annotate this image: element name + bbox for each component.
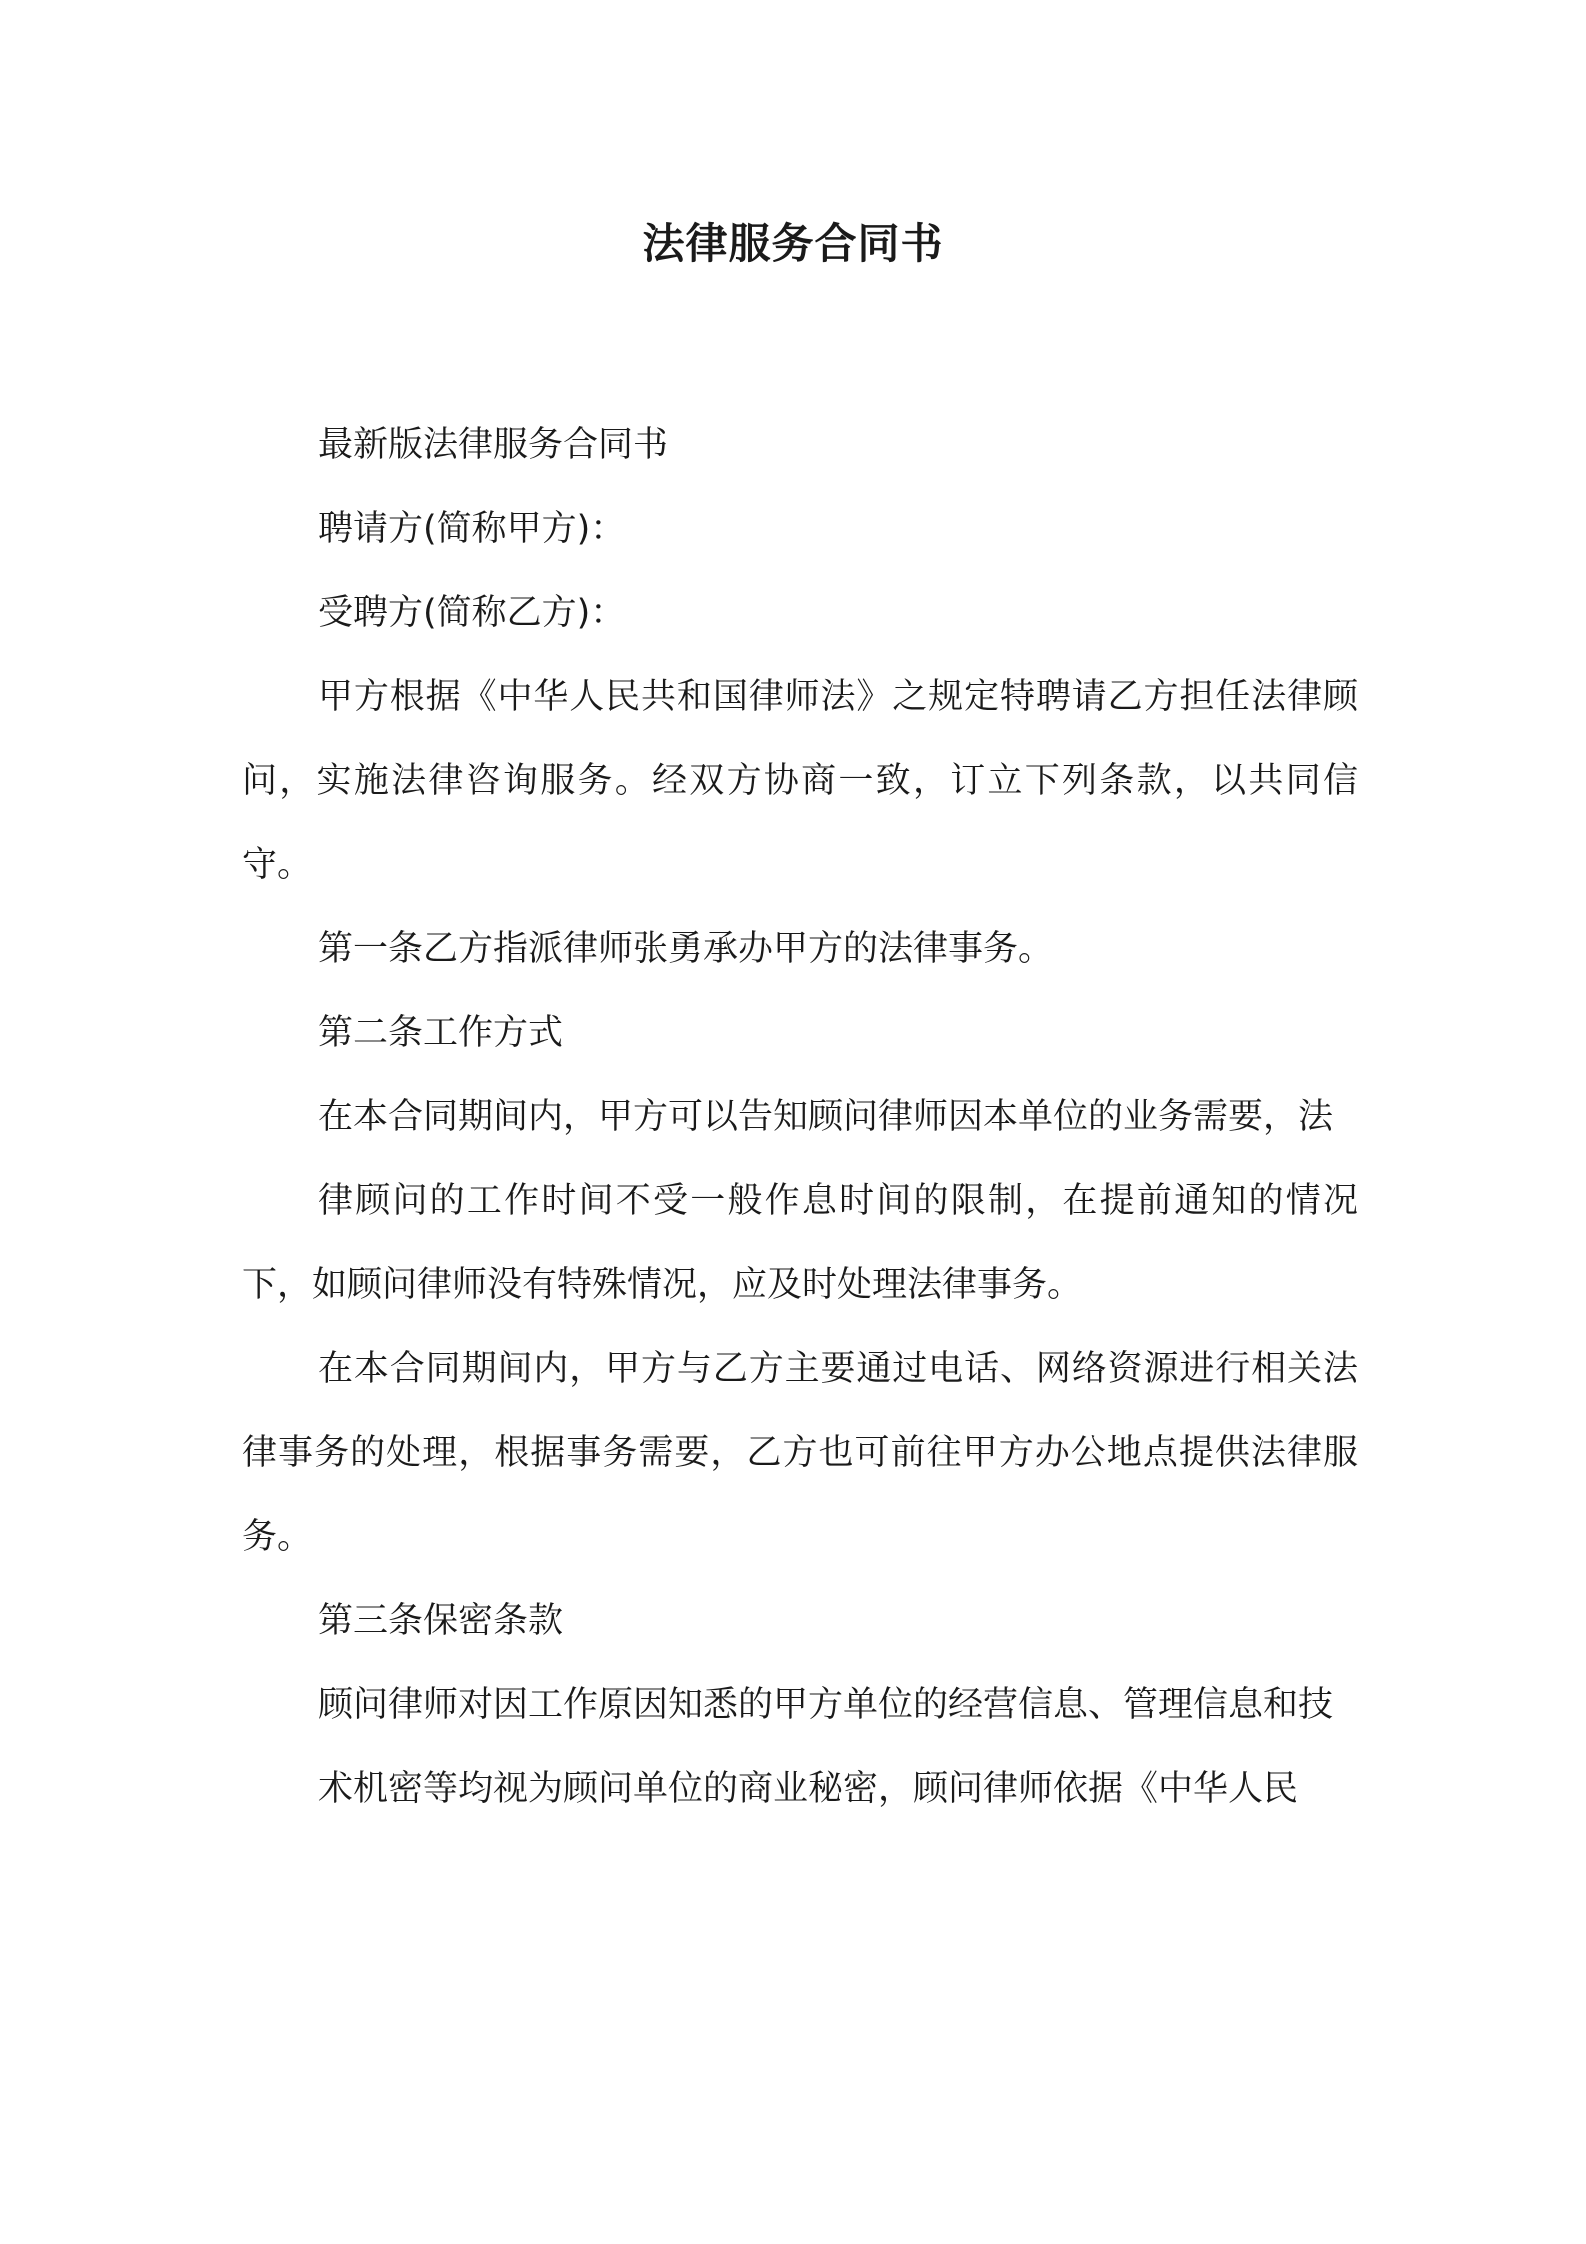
paragraph-party-a: 聘请方(简称甲方)： <box>318 509 626 549</box>
paragraph-subtitle: 最新版法律服务合同书 <box>318 425 669 465</box>
paragraph-article-3-text-1: 顾问律师对因工作原因知悉的甲方单位的经营信息、管理信息和技 <box>318 1685 1334 1725</box>
paragraph-party-b: 受聘方(简称乙方)： <box>318 593 626 633</box>
paragraph-article-2-text-2: 律顾问的工作时间不受一般作息时间的限制，在提前通知的情况下，如顾问律师没有特殊情况，应及时处理法律事务。 <box>242 1181 1358 1305</box>
paragraph-article-1: 第一条乙方指派律师张勇承办甲方的法律事务。 <box>318 929 1054 969</box>
document-body <box>242 403 1358 1831</box>
paragraph-article-3-text-2: 术机密等均视为顾问单位的商业秘密，顾问律师依据《中华人民 <box>318 1769 1299 1809</box>
paragraph-article-2-text-1: 在本合同期间内，甲方可以告知顾问律师因本单位的业务需要，法 <box>318 1097 1334 1137</box>
paragraph-article-2-text-3: 在本合同期间内，甲方与乙方主要通过电话、网络资源进行相关法律事务的处理，根据事务需要，乙方也可前往甲方办公地点提供法律服务。 <box>242 1349 1358 1557</box>
document-title: 法律服务合同书 <box>642 219 944 268</box>
paragraph-preamble: 甲方根据《中华人民共和国律师法》之规定特聘请乙方担任法律顾问，实施法律咨询服务。经双方协商一致，订立下列条款，以共同信守。 <box>242 677 1358 885</box>
paragraph-article-3-heading: 第三条保密条款 <box>318 1601 564 1641</box>
paragraph-article-2-heading: 第二条工作方式 <box>318 1013 564 1053</box>
